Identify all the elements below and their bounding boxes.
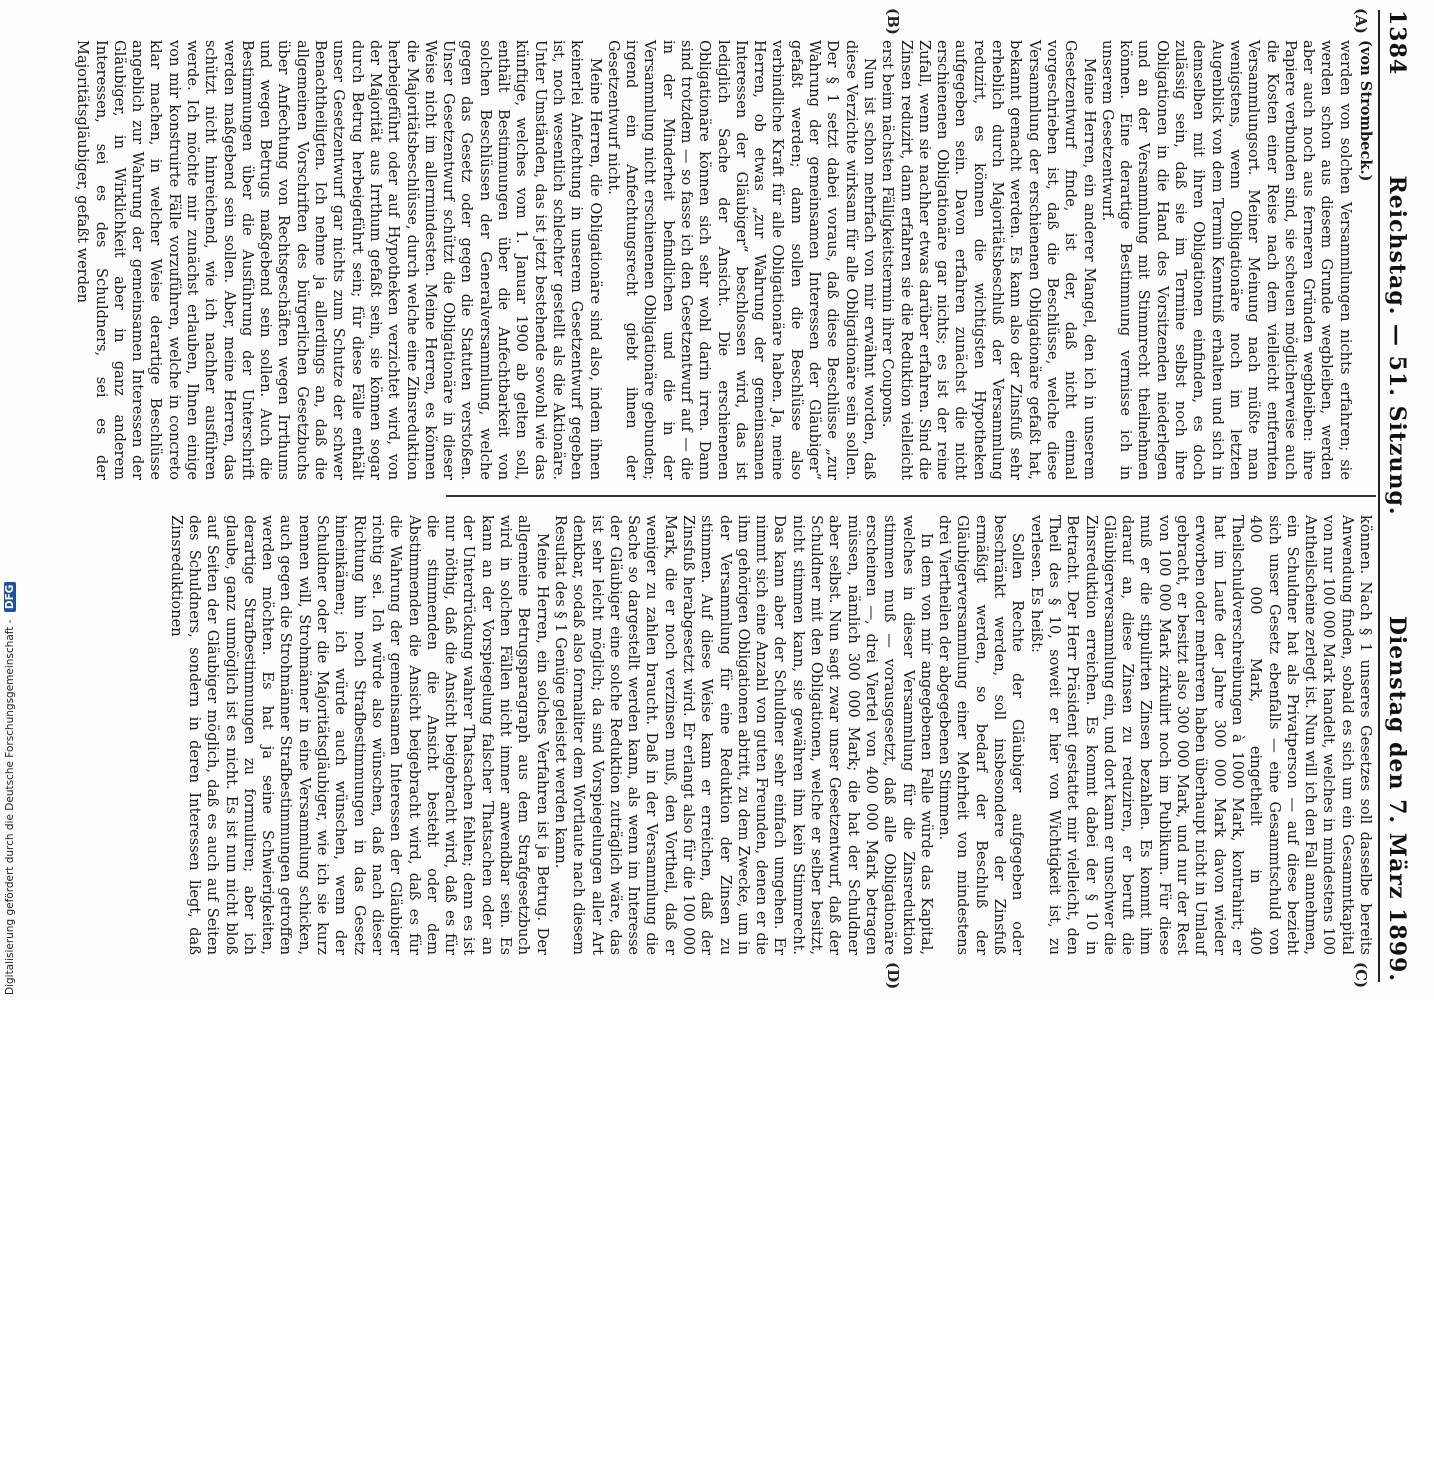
- page-title: Reichstag. — 51. Sitzung.: [1384, 175, 1410, 516]
- margin-marker-a: (A): [1352, 8, 1370, 34]
- footer-text: Digitalisierung gefördert durch die Deutsche Forschungsgemeinschaft -: [4, 619, 16, 995]
- left-column: [74, 40, 1374, 480]
- column-divider: [446, 495, 1376, 497]
- paragraph: werden von solchen Versammlungen nichts erfahren; sie werden schon aus diesem Grunde wegbleiben, werden aber auch noch aus ferneren Gründen wegbleiben: ihre Papiere verbunden sind, sie scheuen möglicherweise auch die Kosten einer Reise nach dem vielleicht entfernten Versammlungsort. Meiner Meinung nach müßte man wenigstens, wenn Obligationäre noch im letzten Augenblick von dem Termin Kenntniß erhalten und sich in demselben mit ihren Obligationen einfinden, es doch zulässig sein, daß sie im Termine selbst noch ihre Obligationen in die Hand des Vorsitzenden niederlegen und an der Versammlung mit Stimmrecht theilnehmen können. Eine derartige Bestimmung vermisse ich in unserem Gesetzentwurf.: [1098, 40, 1354, 480]
- paragraph: In dem von mir angegebenen Falle würde das Kapital, welches in dieser Versammlung für die Zinsreduktion stimmen muß — vorausgesetzt, daß alle Obligationäre erscheinen —, drei Viertel von 400 000 Mark betragen müssen, nämlich 300 000 Mark; die hat der Schuldner aber selbst. Nun sagt zwar unser Gesetzentwurf, daß der Schuldner mit den Obligationen, welche er selber besitzt, nicht stimmen kann, sie gewähren ihm kein Stimmrecht. Das kann aber der Schuldner sehr einfach umgehen. Er nimmt sich eine Anzahl von guten Freunden, denen er die ihm gehörigen Obligationen abtritt, zu dem Zwecke, um in der Versammlung für eine Reduktion der Zinsen zu stimmen. Auf diese Weise kann er erreichen, daß der Zinsfuß herabgesetzt wird. Er erlangt also für die 100 000 Mark, die er noch verzinsen muß, den Vortheil, daß er weniger zu zahlen braucht. Daß in der Versammlung die Sache so dargestellt werden kann, als wenn im Interesse der Gläubiger eine solche Reduktion zuträglich wäre, das ist sehr leicht möglich; da sind Vorspiegelungen aller Art denkbar, sodaß also formaliter dem Wortlaute nach diesem Resultat des § 1 Genüge geleistet werden kann.: [551, 515, 935, 955]
- document-page: [12, 0, 1422, 1000]
- margin-marker-b: (B): [884, 8, 902, 35]
- quoted-paragraph: Sollen Rechte der Gläubiger aufgegeben oder beschränkt werden, soll insbesondere der Zinsfuß ermäßigt werden, so bedarf der Beschluß der Gläubigerversammlung einer Mehrheit von mindestens drei Viertheilen der abgegebenen Stimmen.: [936, 515, 1027, 955]
- dfg-logo: DFG: [4, 582, 16, 613]
- speaker-label: (von Strombeck.): [1357, 40, 1374, 182]
- page-date: Dienstag den 7. März 1899.: [1384, 615, 1410, 982]
- page-header: [1378, 10, 1414, 982]
- paragraph: können. Nach § 1 unseres Gesetzes soll dasselbe bereits Anwendung finden, sobald es sich um ein Gesammtkapital von nur 100 000 Mark handelt, welches in mindestens 100 Antheilscheine zerlegt ist. Nun will ich den Fall annehmen, ein Schuldner hat als Privatperson — auf diese bezieht sich unser Gesetz ebenfalls — eine Gesammtschuld von 400 000 Mark, eingetheilt in 400 Theilschuldverschreibungen à 1000 Mark, kontrahirt; er hat im Laufe der Jahre 300 000 Mark davon wieder erworben oder mehreren haben überhaupt nicht in Umlauf gebracht, er besitzt also 300 000 Mark, und nur der Rest von 100 000 Mark zirkulirt noch im Publikum. Für diese muß er die stipulirten Zinsen bezahlen. Es kommt ihm darauf an, diese Zinsen zu reduziren, er beruft die Gläubigerversammlung ein, und dort kann er unschwer die Zinsreduktion erreichen. Es kommt dabei der § 10 in Betracht. Der Herr Präsident gestattet mir vielleicht, den Theil des § 10, soweit er hier von Wichtigkeit ist, zu verlesen. Es heißt:: [1027, 515, 1374, 955]
- paragraph: Meine Herren, die Obligationäre sind also, indem ihnen keinerlei Anfechtung in unserem Gesetzentwurf gegeben ist, noch wesentlich schlechter gestellt als die Aktionäre. Unter Umständen, das ist jetzt bestehende sowohl wie das künftige, welches vom 1. Januar 1900 ab gelten soll, enthält Bestimmungen über die Anfechtbarkeit von solchen Beschlüssen der Generalversammlung, welche gegen das Gesetz oder gegen die Statuten verstoßen. Unser Gesetzentwurf schützt die Obligationäre in dieser Weise nicht im allermindesten. Meine Herren, es können die Majoritätsbeschlüsse, durch welche eine Zinsreduktion herbeigeführt oder auf Hypotheken verzichtet wird, von der Majorität aus Irrthum gefaßt sein, sie können sogar durch Betrug herbeigeführt sein; für diese Fälle enthält unser Gesetzentwurf gar nichts zum Schutze der schwer Benachtheiligten. Ich nehme ja allerdings an, daß die allgemeinen Vorschriften des bürgerlichen Gesetzbuchs über Anfechtung von Rechtsgeschäften wegen Irrthums und wegen Betrugs maßgebend sein sollen. Auch die Bestimmungen über die Ausführung der Unterschrift werden maßgebend sein sollen. Aber, meine Herren, das schützt nicht hinreichend, wie ich nachher ausführen werde. Ich möchte mir zunächst erlauben, Ihnen einige von mir konstruirte Fälle vorzuführen, welche in concreto klar machen, in welcher Weise derartige Beschlüsse angeblich zur Wahrung der gemeinsamen Interessen der Gläubiger, in Wirklichkeit aber in ganz anderem Interessen, sei es des Schuldners, sei es der Majoritätsgläubiger, gefaßt werden: [74, 40, 604, 480]
- right-column: [167, 515, 1374, 955]
- margin-marker-c: (C): [1352, 962, 1370, 989]
- digitization-footer: [4, 584, 18, 1465]
- margin-marker-d: (D): [884, 962, 902, 990]
- paragraph: Nun ist schon mehrfach von mir erwähnt worden, daß diese Verzichte wirksam für alle Obligationäre sein sollen. Der § 1 setzt dabei voraus, daß diese Beschlüsse „zur Wahrung der gemeinsamen Interessen der Gläubiger“ gefaßt werden; dann sollen die Beschlüsse also verbindliche Kraft für alle Obligationäre haben. Ja, meine Herren, ob etwas „zur Wahrung der gemeinsamen Interessen der Gläubiger“ beschlossen wird, das ist lediglich Sache der Ansicht. Die erschienenen Obligationäre können sich sehr wohl darin irren. Dann sind trotzdem — so fasse ich den Gesetzentwurf auf — die in der Minderheit befindlichen und die in der Versammlung nicht erschienenen Obligationäre gebunden; irgend ein Anfechtungsrecht giebt ihnen der Gesetzentwurf nicht.: [604, 40, 878, 480]
- paragraph: Meine Herren, ein anderer Mangel, den ich in unserem Gesetzentwurf finde, ist der, daß nicht einmal vorgeschrieben ist, daß die Beschlüsse, welche diese Versammlung der erschienenen Obligationäre gefaßt hat, bekannt gemacht werden. Es kann also der Zinsfuß sehr erheblich durch Majoritätsbeschluß der Versammlung reduzirt, es können die wichtigsten Hypotheken aufgegeben sein. Davon erfahren zunächst die nicht erschienenen Obligationäre gar nichts; es ist der reine Zufall, wenn sie nachher etwas darüber erfahren. Sind die Zinsen reduzirt, dann erfahren sie die Reduktion vielleicht erst beim nächsten Fälligkeitstermin ihrer Coupons.: [879, 40, 1098, 480]
- page-number: 1384: [1384, 10, 1410, 76]
- paragraph: Meine Herren, ein solches Verfahren ist ja Betrug. Der allgemeine Betrugsparagraph aus dem Strafgesetzbuch wird in solchen Fällen nicht immer anwendbar sein. Es kann an der Vorspiegelung falscher Thatsachen oder an der Unterdrückung wahrer Thatsachen fehlen; denn es ist nur nöthig, daß die Ansicht beigebracht wird, daß es für die stimmenden die Ansicht besteht oder dem Abstimmenden die Ansicht beigebracht wird, daß es für die Wahrung der gemeinsamen Interessen der Gläubiger richtig sei. Ich würde also wünschen, daß nach dieser Richtung hin noch Strafbestimmungen in das Gesetz hineinkämen; ich würde auch wünschen, wenn der Schuldner oder die Majoritätsgläubiger, wie ich sie kurz nennen will, Strohmänner in eine Versammlung schicken, auch gegen die Strohmänner Strafbestimmungen getroffen werden möchten. Es hat ja seine Schwierigkeiten, derartige Strafbestimmungen zu formuliren; aber ich glaube, ganz unmöglich ist es nicht. Es ist nun nicht bloß auf Seiten der Gläubiger möglich, daß es auch auf Seiten des Schuldners, sondern in deren Interessen liegt, daß Zinsreduktionen: [167, 515, 551, 955]
